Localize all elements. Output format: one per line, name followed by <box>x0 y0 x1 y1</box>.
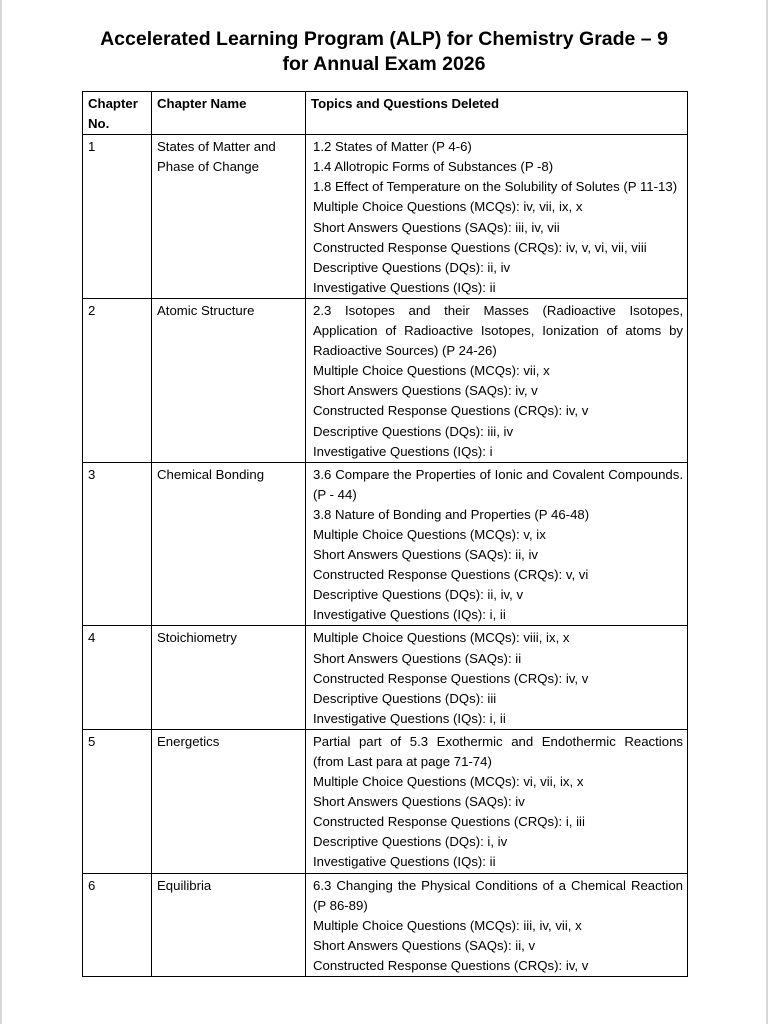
topic-line: Short Answers Questions (SAQs): iii, iv, vii <box>313 219 560 235</box>
topic-line: 6.3 Changing the Physical Conditions of a Chemical Reaction (P 86-89) <box>313 877 683 913</box>
topic-line: 3.8 Nature of Bonding and Properties (P 46-48) <box>313 506 590 522</box>
chapter-name: States of Matter and Phase of Change <box>152 135 306 299</box>
topic-line: Descriptive Questions (DQs): iii <box>313 690 497 706</box>
topic-line: 1.4 Allotropic Forms of Substances (P -8) <box>313 159 554 175</box>
topic-line: 1.2 States of Matter (P 4-6) <box>313 139 472 155</box>
topic-line: Investigative Questions (IQs): ii <box>313 279 496 295</box>
topic-line: Multiple Choice Questions (MCQs): v, ix <box>313 526 546 542</box>
topics-cell <box>306 729 688 873</box>
topic-line: Constructed Response Questions (CRQs): iv, v <box>313 670 589 686</box>
topic-line: Descriptive Questions (DQs): ii, iv <box>313 259 511 275</box>
header-chapter-no: Chapter No. <box>83 92 152 135</box>
topic-line: Multiple Choice Questions (MCQs): iv, vii, ix, x <box>313 199 583 215</box>
topic-line: Constructed Response Questions (CRQs): v, vi <box>313 567 589 583</box>
topic-line: Multiple Choice Questions (MCQs): vi, vii, ix, x <box>313 774 584 790</box>
topic-line: Multiple Choice Questions (MCQs): viii, ix, x <box>313 630 570 646</box>
title-line-1: Accelerated Learning Program (ALP) for Chemistry Grade – 9 <box>100 28 668 50</box>
topic-line: 3.6 Compare the Properties of Ionic and Covalent Compounds. (P - 44) <box>313 466 683 502</box>
table-row <box>83 873 688 976</box>
topic-line: Descriptive Questions (DQs): i, iv <box>313 834 508 850</box>
topic-line: Investigative Questions (IQs): i, ii <box>313 607 506 623</box>
chapter-no: 4 <box>83 626 152 729</box>
topic-line: Short Answers Questions (SAQs): ii <box>313 650 522 666</box>
topics-cell <box>306 626 688 729</box>
chapter-no: 6 <box>83 873 152 976</box>
document-title <box>0 27 768 77</box>
topic-line: Partial part of 5.3 Exothermic and Endothermic Reactions (from Last para at page 71-74) <box>313 733 683 769</box>
topic-line: Multiple Choice Questions (MCQs): iii, iv, vii, x <box>313 917 582 933</box>
chapter-name: Stoichiometry <box>152 626 306 729</box>
topic-line: Constructed Response Questions (CRQs): iv, v, vi, vii, viii <box>313 239 647 255</box>
topic-line: Investigative Questions (IQs): i, ii <box>313 710 506 726</box>
topic-line: Short Answers Questions (SAQs): iv, v <box>313 383 538 399</box>
table-row <box>83 135 688 299</box>
header-chapter-name: Chapter Name <box>152 92 306 135</box>
header-topics: Topics and Questions Deleted <box>306 92 688 135</box>
chapter-no: 3 <box>83 462 152 626</box>
topic-line: Multiple Choice Questions (MCQs): vii, x <box>313 363 550 379</box>
page-edge-left <box>0 0 2 1024</box>
topic-line: 1.8 Effect of Temperature on the Solubility of Solutes (P 11-13) <box>313 179 678 195</box>
table-row <box>83 298 688 462</box>
chapter-name: Equilibria <box>152 873 306 976</box>
chapter-name: Energetics <box>152 729 306 873</box>
topic-line: Constructed Response Questions (CRQs): iv, v <box>313 957 589 973</box>
topic-line: Constructed Response Questions (CRQs): i, iii <box>313 814 585 830</box>
topic-line: 2.3 Isotopes and their Masses (Radioactive Isotopes, Application of Radioactive Isotopes, Ionization of atoms by Radioactive Sources) (P 24-26) <box>313 302 683 359</box>
table-row <box>83 729 688 873</box>
topics-cell <box>306 873 688 976</box>
chapter-name: Chemical Bonding <box>152 462 306 626</box>
title-line-2: for Annual Exam 2026 <box>282 53 486 75</box>
chapter-no: 5 <box>83 729 152 873</box>
topic-line: Short Answers Questions (SAQs): iv <box>313 794 525 810</box>
table-row <box>83 626 688 729</box>
topic-line: Short Answers Questions (SAQs): ii, iv <box>313 547 538 563</box>
topic-line: Descriptive Questions (DQs): iii, iv <box>313 423 514 439</box>
topics-cell <box>306 298 688 462</box>
table-row <box>83 462 688 626</box>
alp-table <box>82 91 688 977</box>
topics-cell <box>306 462 688 626</box>
topic-line: Investigative Questions (IQs): i <box>313 443 493 459</box>
chapter-no: 2 <box>83 298 152 462</box>
topics-cell <box>306 135 688 299</box>
chapter-name: Atomic Structure <box>152 298 306 462</box>
topic-line: Constructed Response Questions (CRQs): iv, v <box>313 403 589 419</box>
topic-line: Investigative Questions (IQs): ii <box>313 854 496 870</box>
topic-line: Short Answers Questions (SAQs): ii, v <box>313 937 536 953</box>
table-header-row <box>83 92 688 135</box>
topic-line: Descriptive Questions (DQs): ii, iv, v <box>313 587 524 603</box>
chapter-no: 1 <box>83 135 152 299</box>
